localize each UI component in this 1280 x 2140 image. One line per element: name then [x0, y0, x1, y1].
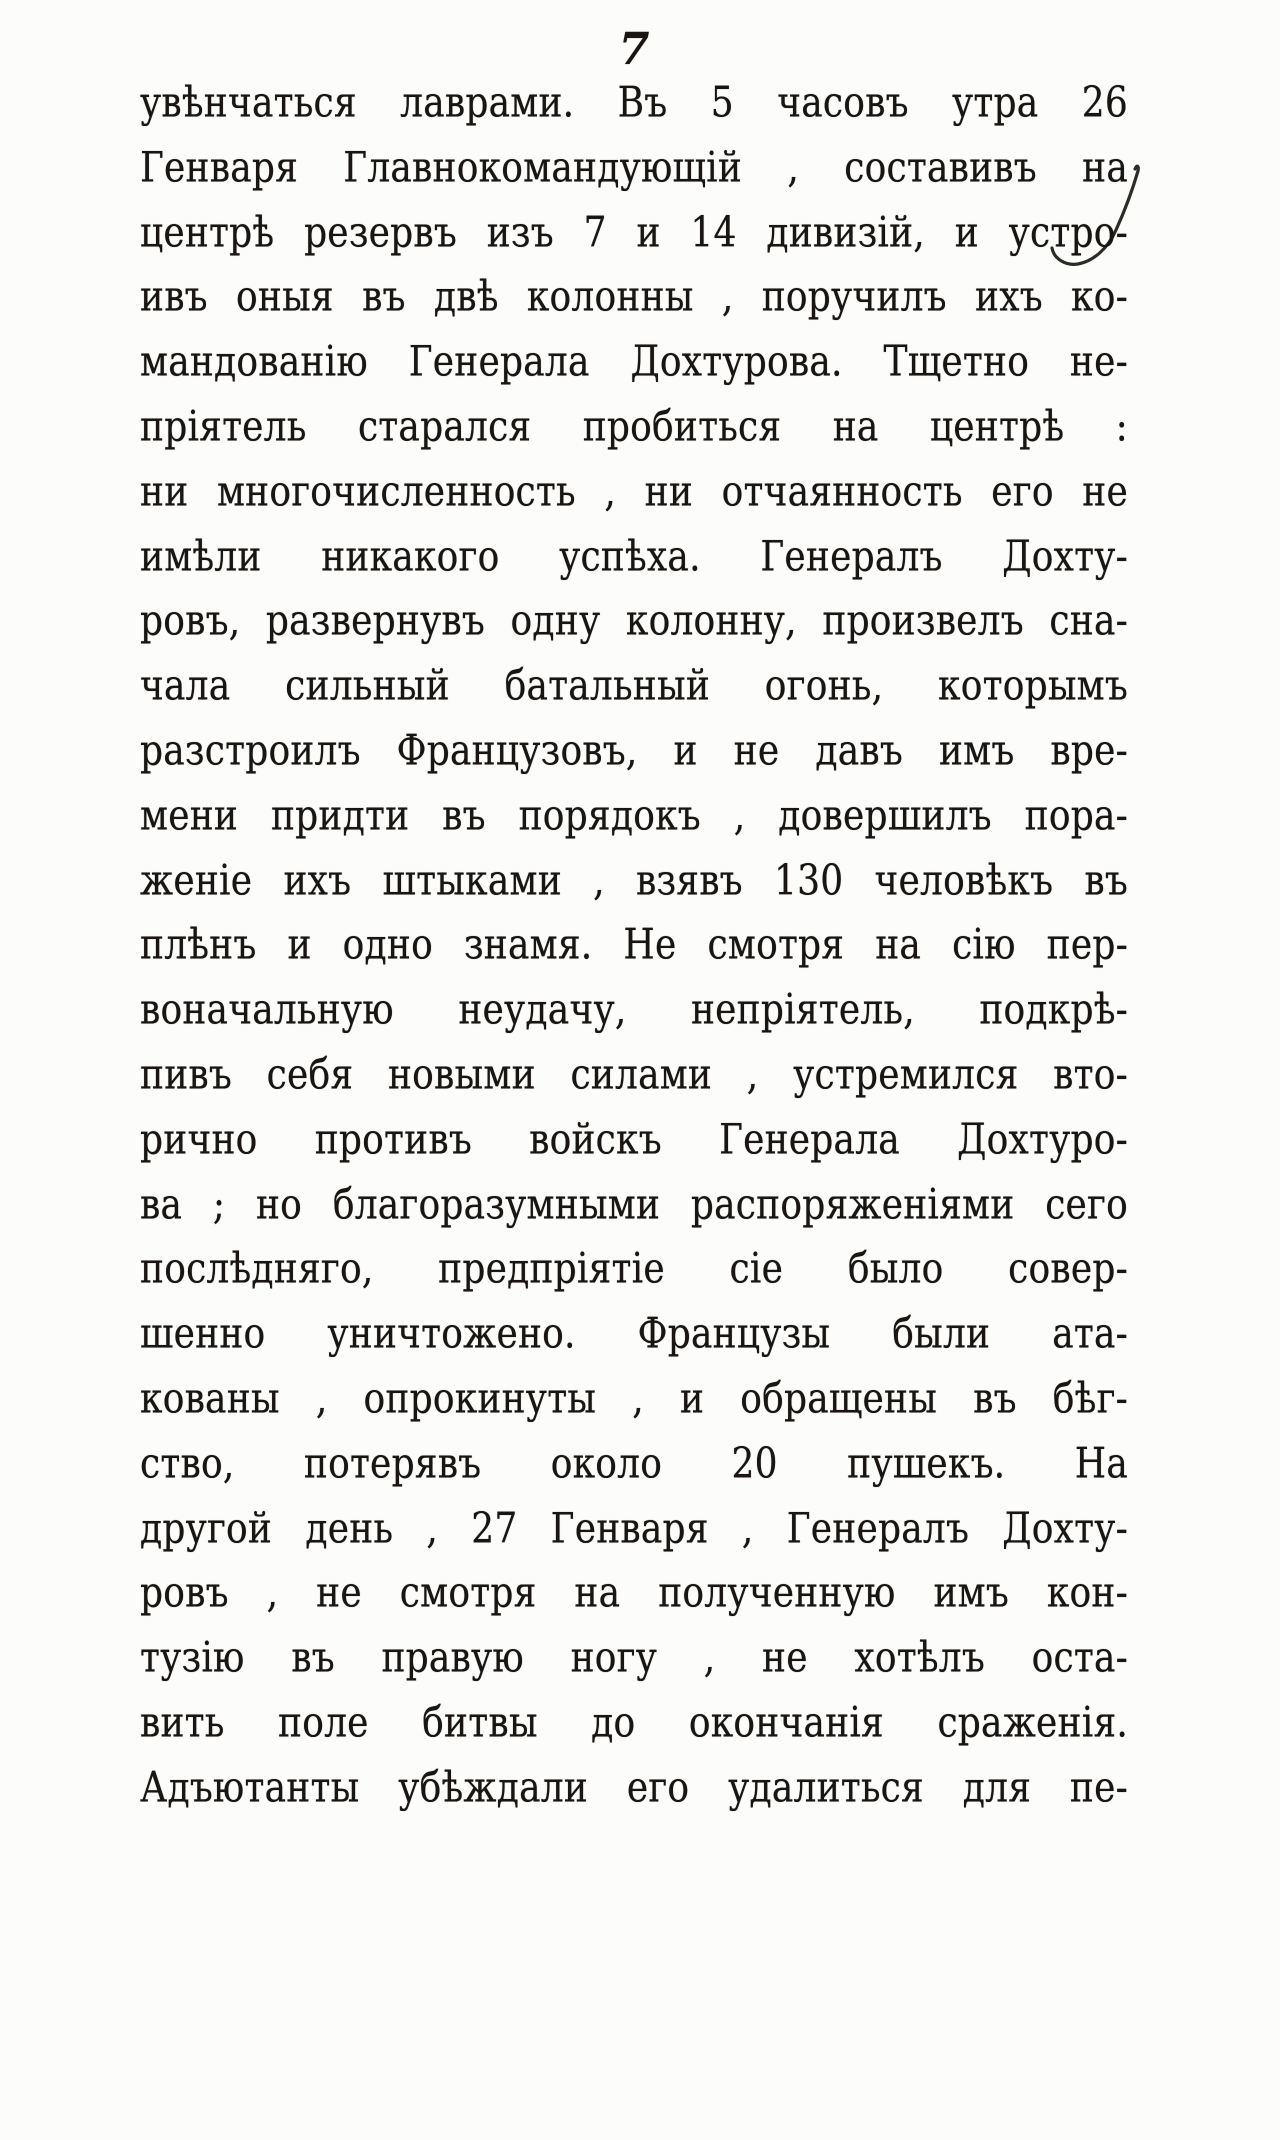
- text-line: ва ; но благоразумными распоряженіями сего: [140, 1181, 1128, 1229]
- text-line: имѣли никакого успѣха. Генералъ Дохту-: [140, 533, 1128, 581]
- text-line: шенно уничтожено. Французы были ата-: [140, 1310, 1128, 1359]
- text-line: разстроилъ Французовъ, и не давъ имъ вре-: [140, 727, 1128, 776]
- text-line: ни многочисленность , ни отчаянность его не: [140, 468, 1128, 516]
- text-line: Адъютанты убѣждали его удалиться для пе-: [140, 1764, 1128, 1812]
- text-line: другой день , 27 Генваря , Генералъ Дохту-: [140, 1505, 1128, 1553]
- text-line: мени придти въ порядокъ , довершилъ пора-: [140, 792, 1128, 840]
- text-line: центрѣ резервъ изъ 7 и 14 дивизій, и устро-: [140, 209, 1128, 257]
- text-line: воначальную неудачу, непріятель, подкрѣ-: [140, 986, 1128, 1035]
- text-line: мандованію Генерала Дохтурова. Тщетно не-: [140, 338, 1128, 387]
- text-line: ивъ оныя въ двѣ колонны , поручилъ ихъ ко-: [140, 273, 1128, 322]
- text-line: ство, потерявъ около 20 пушекъ. На: [140, 1440, 1128, 1488]
- text-line: пріятель старался пробиться на центрѣ :: [140, 403, 1128, 452]
- text-line: пивъ себя новыми силами , устремился вто-: [140, 1051, 1128, 1100]
- text-line: кованы , опрокинуты , и обращены въ бѣг-: [140, 1375, 1128, 1424]
- text-line: плѣнъ и одно знамя. Не смотря на сію пер-: [140, 921, 1128, 970]
- text-line: рично противъ войскъ Генерала Дохтуро-: [140, 1116, 1128, 1164]
- text-line: чала сильный батальный огонь, которымъ: [140, 662, 1128, 711]
- text-line: женіе ихъ штыками , взявъ 130 человѣкъ въ: [140, 857, 1128, 905]
- text-line: увѣнчаться лаврами. Въ 5 часовъ утра 26: [140, 79, 1128, 128]
- text-line: тузію въ правую ногу , не хотѣлъ оста-: [140, 1634, 1128, 1683]
- text-line: ровъ , не смотря на полученную имъ кон-: [140, 1569, 1128, 1618]
- page-number: 7: [618, 24, 650, 75]
- text-line: Генваря Главнокомандующій , составивъ на: [140, 144, 1128, 192]
- text-line: ровъ, развернувъ одну колонну, произвелъ сна-: [140, 597, 1128, 646]
- body-text: [140, 72, 1128, 1822]
- text-line: послѣдняго, предпріятіе сіе было совер-: [140, 1245, 1128, 1294]
- text-line: вить поле битвы до окончанія сраженія.: [140, 1699, 1128, 1748]
